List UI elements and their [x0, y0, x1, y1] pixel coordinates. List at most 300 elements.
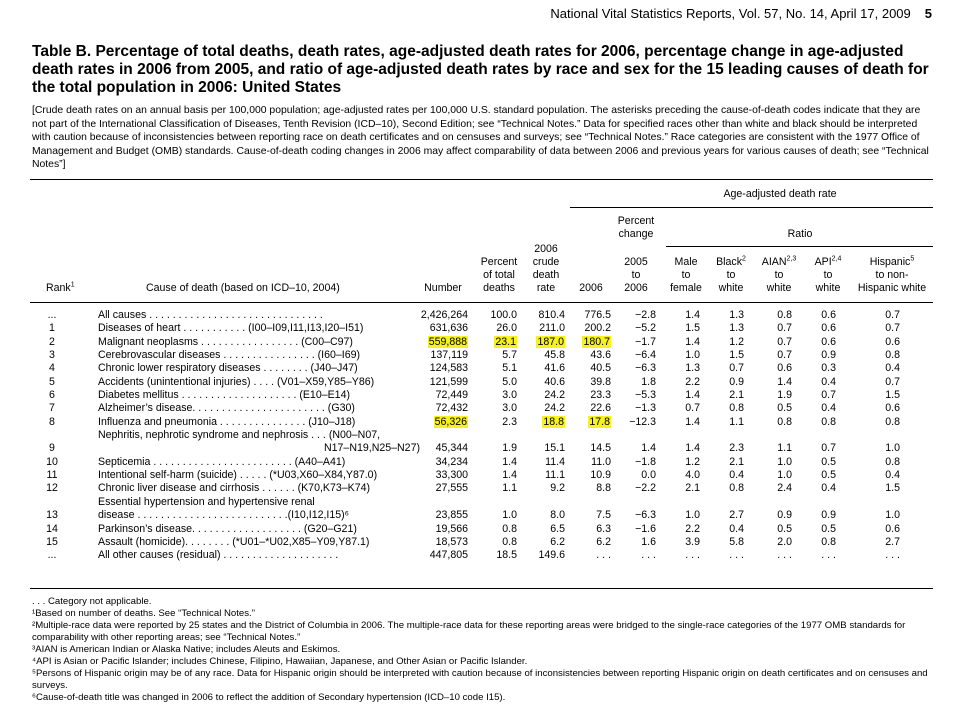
header-number: Number	[424, 282, 462, 294]
cell-hisp-value: 0.6	[885, 522, 900, 535]
footnote: ²Multiple-race data were reported by 25 states and the District of Columbia in 2006. The multiple-race data for these reporting areas were bridged to the single-race categories of the 1977 OMB standards for comparability with other reporting areas; see “Technical Notes.”	[32, 620, 906, 643]
cell-aa	[575, 309, 611, 322]
cause-line-1: Cerebrovascular diseases . . . . . . . . . . . . . . . . (I60–I69)	[98, 349, 361, 362]
age-adjusted-rule	[570, 207, 933, 208]
cell-pct	[477, 549, 517, 562]
cell-hisp	[860, 469, 900, 482]
cell-aian	[758, 549, 792, 562]
cell-male-value: . . .	[685, 549, 700, 562]
table-headnote: [Crude death rates on an annual basis per 100,000 population; age-adjusted rates per 100,000 U.S. standard population. The asterisks preceding the cause-of-death codes indicate that they are not part of the International Classification of Diseases, Tenth Revision (ICD–10), Second Edition; see “Technical Notes.” Data for specified races other than white and black should be interpreted with caution because of inconsistencies between reporting race on death certificates and on censuses and surveys; see “Technical Notes.” Race categories are consistent with the 1977 Office of Management and Budget (OMB) standards. Cause-of-death coding changes in 2006 may affect comparability of data between 2006 and previous years for various causes of death; see “Technical Notes”]	[32, 105, 929, 170]
cell-aa-value: 23.3	[590, 389, 611, 402]
cell-hisp	[860, 349, 900, 362]
cell-number-value: 18,573	[435, 535, 468, 548]
cell-chg-value: −5.3	[635, 389, 656, 402]
table-row	[30, 456, 935, 469]
cell-aa-value: 200.2	[584, 322, 611, 335]
cell-number	[410, 469, 468, 482]
cell-black-value: 0.8	[729, 402, 744, 415]
cell-black	[714, 469, 744, 482]
cell-black-value: 1.5	[729, 349, 744, 362]
cause-line-2: disease . . . . . . . . . . . . . . . . . . . . . . . . . .(I10,I12,I15)⁶	[98, 509, 350, 522]
cell-crude-value: 24.2	[544, 402, 565, 415]
cell-aian	[758, 376, 792, 389]
cell-number-value: 124,583	[429, 362, 468, 375]
cell-aa	[575, 509, 611, 522]
ratio-rule	[666, 246, 933, 247]
cell-pct-value: 1.1	[502, 482, 517, 495]
cell-pct	[477, 442, 517, 455]
cell-chg	[616, 376, 656, 389]
cell-hisp	[860, 336, 900, 349]
cell-cause	[98, 309, 420, 322]
cell-crude-value: 40.6	[544, 375, 565, 388]
cell-hisp-value: 1.0	[885, 442, 900, 455]
cause-line-1: Malignant neoplasms . . . . . . . . . . . . . . . . . (C00–C97)	[98, 335, 353, 348]
cell-pct-value: 1.4	[502, 455, 517, 468]
cell-aian-value: 1.1	[777, 442, 792, 455]
cell-male	[670, 482, 700, 495]
cell-cause	[98, 549, 420, 562]
footnote: ⁴API is Asian or Pacific Islander; includes Chinese, Filipino, Hawaiian, Japanese, and Other Asian or Pacific Islander.	[32, 656, 528, 667]
cell-chg	[616, 523, 656, 536]
cell-male-value: 1.4	[685, 415, 700, 428]
cell-api-value: 0.5	[821, 469, 836, 482]
cell-chg-value: . . .	[641, 549, 656, 562]
cell-black-value: 0.8	[729, 482, 744, 495]
cell-chg	[616, 442, 656, 455]
cell-aa	[575, 322, 611, 335]
cell-pct	[477, 389, 517, 402]
cell-hisp	[860, 456, 900, 469]
cell-pct-value: 5.7	[502, 349, 517, 362]
cell-number	[410, 549, 468, 562]
cell-male-value: 1.2	[685, 455, 700, 468]
cell-aa	[575, 482, 611, 495]
cell-crude-value: 8.0	[550, 509, 565, 522]
cell-male-value: 1.4	[685, 442, 700, 455]
cell-black-value: 0.9	[729, 375, 744, 388]
cell-male	[670, 389, 700, 402]
cause-line-1: Parkinson’s disease. . . . . . . . . . . . . . . . . . . (G20–G21)	[98, 522, 357, 535]
cell-aa-value: 180.7	[583, 335, 610, 348]
cell-number	[410, 456, 468, 469]
cell-api	[806, 336, 836, 349]
cell-aa	[575, 442, 611, 455]
cell-number	[410, 349, 468, 362]
cause-line-1: Influenza and pneumonia . . . . . . . . . . . . . . . (J10–J18)	[98, 415, 356, 428]
cell-black-value: 1.2	[729, 335, 744, 348]
cell-hisp	[860, 389, 900, 402]
header-percent-total: Percent of total deaths	[480, 256, 518, 294]
header-top-rule	[30, 179, 933, 180]
table-body	[30, 309, 935, 563]
header-hispanic: Hispanic$^5$ to non- Hispanic white	[857, 255, 927, 294]
cell-api-value: 0.8	[821, 535, 836, 548]
cell-rank: 2	[49, 335, 55, 348]
cell-male	[670, 523, 700, 536]
cell-aa	[575, 456, 611, 469]
cell-cause	[98, 469, 420, 482]
cell-pct-value: 1.9	[502, 442, 517, 455]
cell-aa-value: 6.3	[596, 522, 611, 535]
cell-pct-value: 5.1	[502, 362, 517, 375]
cell-crude-value: 149.6	[538, 549, 565, 562]
cell-pct	[477, 509, 517, 522]
cell-cause	[98, 416, 420, 429]
cell-black-value: 2.7	[729, 509, 744, 522]
cell-rank: 8	[49, 415, 55, 428]
cell-pct	[477, 536, 517, 549]
cell-api-value: 0.9	[821, 349, 836, 362]
table-row	[30, 469, 935, 482]
cell-aian-value: 0.5	[777, 402, 792, 415]
cell-number-value: 45,344	[435, 442, 468, 455]
cell-male	[670, 322, 700, 335]
cell-aian-value: 0.8	[777, 309, 792, 321]
cell-api	[806, 349, 836, 362]
table-row	[30, 389, 935, 402]
cell-pct-value: 100.0	[490, 309, 517, 321]
cell-cause	[98, 349, 420, 362]
cell-hisp	[860, 309, 900, 322]
cell-aa-value: 8.8	[596, 482, 611, 495]
cell-crude	[527, 442, 565, 455]
cell-chg	[616, 322, 656, 335]
cell-cause	[98, 402, 420, 415]
table-row	[30, 376, 935, 389]
cell-crude-value: 810.4	[538, 309, 565, 321]
cause-line-1: Chronic liver disease and cirrhosis . . . . . . (K70,K73–K74)	[98, 482, 371, 495]
cell-api	[806, 536, 836, 549]
cell-api	[806, 402, 836, 415]
cell-male	[670, 416, 700, 429]
cell-male	[670, 336, 700, 349]
cell-chg-value: −2.2	[635, 482, 656, 495]
cell-male-value: 3.9	[685, 535, 700, 548]
cell-api-value: 0.3	[821, 362, 836, 375]
cell-black	[714, 509, 744, 522]
header-api-white: API$^{2,4}$ to white	[814, 255, 842, 294]
cell-number	[410, 536, 468, 549]
cell-black	[714, 309, 744, 322]
cell-hisp	[860, 362, 900, 375]
cell-chg	[616, 402, 656, 415]
cell-aian-value: 2.4	[777, 482, 792, 495]
cell-male-value: 0.7	[685, 402, 700, 415]
cell-rank: 11	[46, 469, 58, 482]
cell-aa	[575, 362, 611, 375]
cell-hisp	[860, 376, 900, 389]
cell-api-value: 0.9	[821, 509, 836, 522]
cell-aa	[575, 402, 611, 415]
cell-chg-value: −1.6	[635, 522, 656, 535]
cell-black	[714, 376, 744, 389]
cell-pct	[477, 376, 517, 389]
footnote: . . . Category not applicable.	[32, 596, 152, 607]
header-age-adjusted: Age-adjusted death rate	[723, 188, 837, 200]
table-row	[30, 362, 935, 375]
cell-pct	[477, 523, 517, 536]
cell-aa	[575, 416, 611, 429]
cell-aian-value: 0.9	[777, 509, 792, 522]
cell-cause	[98, 376, 420, 389]
cell-number-value: 23,855	[435, 509, 468, 522]
cell-number	[410, 336, 468, 349]
cell-rank: 13	[46, 509, 58, 522]
cell-pct-value: 3.0	[502, 389, 517, 402]
cell-hisp-value: 2.7	[885, 535, 900, 548]
table-row	[30, 482, 935, 495]
cell-male	[670, 309, 700, 322]
cell-black	[714, 536, 744, 549]
cell-pct	[477, 309, 517, 322]
cell-aian-value: 1.0	[777, 455, 792, 468]
cell-api	[806, 389, 836, 402]
cell-aian-value: 0.5	[777, 522, 792, 535]
cell-male	[670, 469, 700, 482]
header-aa-2006: 2006	[579, 282, 603, 294]
cell-number-value: 447,805	[429, 549, 468, 562]
cell-crude	[527, 389, 565, 402]
cell-rank: 6	[49, 389, 55, 402]
cell-rank: 3	[49, 349, 55, 362]
cell-cause	[98, 389, 420, 402]
cell-aa-value: 7.5	[596, 509, 611, 522]
cell-number-value: 137,119	[430, 349, 468, 362]
cell-aa-value: 17.8	[589, 415, 610, 428]
cell-black	[714, 416, 744, 429]
cell-hisp-value: 0.7	[885, 375, 900, 388]
cell-api	[806, 509, 836, 522]
cell-crude	[527, 456, 565, 469]
cell-cause	[98, 523, 420, 536]
cell-pct-value: 3.0	[502, 402, 517, 415]
cell-number-value: 33,300	[435, 469, 468, 482]
cell-aian-value: 0.7	[777, 322, 792, 335]
cell-api	[806, 309, 836, 322]
cell-api	[806, 482, 836, 495]
cell-pct-value: 1.0	[502, 509, 517, 522]
table-title: Table B. Percentage of total deaths, death rates, age-adjusted death rates for 2006, percentage change in age-adjusted death rates in 2006 from 2005, and ratio of age-adjusted death rates by race and sex for the 15 leading causes of death for the total population in 2006: United States	[32, 43, 929, 96]
cell-aian	[758, 362, 792, 375]
cell-male-value: 2.2	[685, 522, 700, 535]
cell-number-value: 631,636	[429, 322, 468, 335]
cell-black-value: 0.4	[729, 522, 744, 535]
cell-cause	[98, 362, 420, 375]
cause-line-2: N17–N19,N25–N27)	[324, 442, 420, 455]
header-rank: Rank$^1$	[46, 281, 75, 294]
cell-api	[806, 549, 836, 562]
cell-hisp	[860, 402, 900, 415]
cell-aian	[758, 469, 792, 482]
cell-crude-value: 11.4	[545, 455, 565, 468]
cell-pct-value: 1.4	[502, 469, 517, 482]
cell-rank: 4	[49, 362, 55, 375]
cell-number-value: 27,555	[435, 482, 468, 495]
cell-aa	[575, 376, 611, 389]
cell-number	[410, 482, 468, 495]
cell-chg	[616, 389, 656, 402]
cell-aa-value: 10.9	[590, 469, 611, 482]
cell-rank: 1	[49, 322, 55, 335]
cell-number	[410, 523, 468, 536]
cause-line-1: All other causes (residual) . . . . . . . . . . . . . . . . . . . .	[98, 549, 339, 562]
cell-crude-value: 18.8	[543, 415, 564, 428]
cell-male	[670, 442, 700, 455]
cell-hisp-value: 0.8	[885, 455, 900, 468]
cell-api	[806, 442, 836, 455]
cell-chg-value: −5.2	[635, 322, 656, 335]
cause-line-1: Septicemia . . . . . . . . . . . . . . . . . . . . . . . . (A40–A41)	[98, 455, 346, 468]
cell-male-value: 1.4	[685, 309, 700, 321]
cell-male	[670, 536, 700, 549]
cell-pct	[477, 456, 517, 469]
cell-hisp	[860, 442, 900, 455]
cell-pct	[477, 402, 517, 415]
cell-chg	[616, 536, 656, 549]
cell-rank: ...	[47, 309, 57, 321]
header-aian-white: AIAN$^{2,3}$ to white	[761, 255, 797, 294]
cell-hisp	[860, 549, 900, 562]
cell-aian	[758, 389, 792, 402]
cell-male-value: 1.0	[685, 509, 700, 522]
cell-black-value: 2.1	[729, 455, 744, 468]
header-percent-change: Percent change	[617, 215, 655, 240]
cell-api-value: 0.5	[821, 522, 836, 535]
cell-api-value: . . .	[821, 549, 836, 562]
cell-hisp-value: 1.5	[885, 389, 900, 402]
cell-hisp-value: 0.8	[885, 415, 900, 428]
cell-aian-value: 1.4	[777, 375, 792, 388]
cell-pct	[477, 322, 517, 335]
footnote: ³AIAN is American Indian or Alaska Native; includes Aleuts and Eskimos.	[32, 644, 341, 655]
cell-hisp	[860, 536, 900, 549]
table-row	[30, 336, 935, 349]
cause-line-1: All causes . . . . . . . . . . . . . . . . . . . . . . . . . . . . . .	[98, 309, 323, 321]
cell-cause	[98, 429, 420, 456]
cell-aian	[758, 349, 792, 362]
cell-black-value: 0.7	[729, 362, 744, 375]
cell-chg	[616, 469, 656, 482]
cell-black	[714, 523, 744, 536]
cell-aian	[758, 536, 792, 549]
cell-api	[806, 416, 836, 429]
cell-hisp-value: . . .	[885, 549, 900, 562]
cell-api-value: 0.4	[821, 375, 836, 388]
cell-number-value: 2,426,264	[420, 309, 468, 321]
cell-chg	[616, 549, 656, 562]
cell-black	[714, 336, 744, 349]
cell-crude	[527, 376, 565, 389]
cell-number-value: 72,432	[435, 402, 468, 415]
cell-number	[410, 389, 468, 402]
table-row	[30, 349, 935, 362]
cell-crude-value: 15.1	[544, 442, 565, 455]
cell-api	[806, 362, 836, 375]
cell-aian	[758, 523, 792, 536]
cell-chg-value: 1.6	[641, 535, 656, 548]
table-row	[30, 549, 935, 562]
cause-line-1: Diabetes mellitus . . . . . . . . . . . . . . . . . . . . (E10–E14)	[98, 389, 350, 402]
cell-crude	[527, 482, 565, 495]
cell-api	[806, 469, 836, 482]
cell-number-value: 56,326	[434, 415, 467, 428]
cell-chg	[616, 362, 656, 375]
cell-api-value: 0.6	[821, 309, 836, 321]
cell-number	[410, 322, 468, 335]
cell-aa	[575, 536, 611, 549]
cell-aian-value: 0.6	[777, 362, 792, 375]
cell-male-value: 2.1	[685, 482, 700, 495]
cell-hisp	[860, 322, 900, 335]
cell-api	[806, 523, 836, 536]
cell-aian-value: 0.7	[777, 349, 792, 362]
cell-pct	[477, 482, 517, 495]
cell-api-value: 0.6	[821, 322, 836, 335]
cell-black-value: 1.3	[729, 309, 744, 321]
cell-crude	[527, 322, 565, 335]
cell-hisp-value: 0.6	[885, 402, 900, 415]
cell-chg	[616, 456, 656, 469]
cell-crude	[527, 549, 565, 562]
cell-rank: ...	[47, 549, 57, 562]
cell-cause	[98, 322, 420, 335]
cell-rank: 7	[49, 402, 55, 415]
cell-crude	[527, 523, 565, 536]
cell-aian	[758, 442, 792, 455]
cell-number-value: 19,566	[435, 522, 468, 535]
cell-aa-value: 43.6	[590, 349, 611, 362]
cell-pct-value: 0.8	[502, 535, 517, 548]
cell-chg-value: −1.8	[635, 455, 656, 468]
running-head-text: National Vital Statistics Reports, Vol. 57, No. 14, April 17, 2009	[550, 6, 911, 21]
cell-crude-value: 9.2	[550, 482, 565, 495]
cell-crude-value: 6.2	[550, 535, 565, 548]
cell-aa	[575, 469, 611, 482]
cell-black-value: 2.1	[729, 389, 744, 402]
cell-aa-value: . . .	[596, 549, 611, 562]
cell-rank: 12	[46, 482, 58, 495]
cell-male	[670, 509, 700, 522]
cell-chg-value: 1.8	[641, 375, 656, 388]
cell-chg	[616, 416, 656, 429]
cell-hisp-value: 0.8	[885, 349, 900, 362]
cell-chg	[616, 482, 656, 495]
cell-black	[714, 456, 744, 469]
cell-black-value: 0.4	[729, 469, 744, 482]
cell-chg-value: −1.7	[635, 335, 656, 348]
cell-number	[410, 442, 468, 455]
header-cause: Cause of death (based on ICD–10, 2004)	[146, 282, 340, 294]
cell-male-value: 1.3	[685, 362, 700, 375]
cell-cause	[98, 336, 420, 349]
page-number: 5	[924, 6, 932, 21]
cell-crude-value: 24.2	[544, 389, 565, 402]
header-ratio: Ratio	[787, 228, 813, 240]
cell-api-value: 0.6	[821, 335, 836, 348]
footnotes	[32, 596, 932, 704]
cell-number-value: 72,449	[435, 389, 468, 402]
cell-aa	[575, 523, 611, 536]
cell-aa	[575, 389, 611, 402]
cell-chg-value: −2.8	[635, 309, 656, 321]
header-bottom-rule	[30, 302, 933, 303]
cell-number	[410, 376, 468, 389]
cell-chg-value: −6.3	[635, 509, 656, 522]
cell-cause	[98, 496, 420, 523]
cell-chg-value: −6.3	[635, 362, 656, 375]
cell-male-value: 1.4	[685, 389, 700, 402]
